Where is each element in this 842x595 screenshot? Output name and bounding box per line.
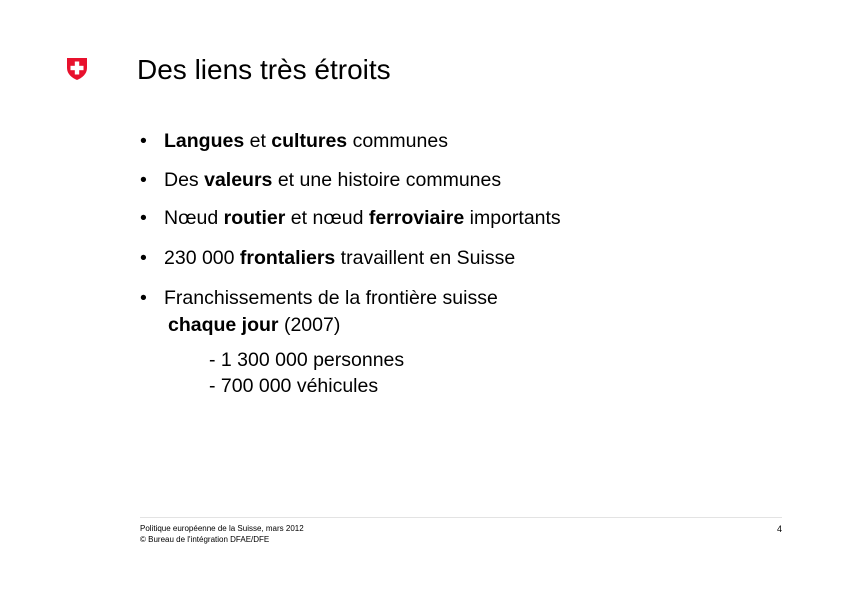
page-title: Des liens très étroits	[137, 54, 391, 85]
footer-line-2: © Bureau de l'intégration DFAE/DFE	[140, 535, 270, 544]
emphasis-text: chaque jour	[168, 314, 279, 336]
bullet-dot: •	[140, 247, 147, 269]
footer-divider	[140, 517, 782, 518]
cross-horizontal	[71, 66, 84, 70]
text-run: Nœud	[164, 207, 224, 229]
bullet-dot: •	[140, 287, 147, 309]
emphasis-text: Langues	[164, 130, 245, 152]
bullet-text	[164, 285, 498, 311]
swiss-cross-icon	[66, 57, 88, 81]
text-run: (2007)	[278, 314, 341, 336]
bullet-text	[164, 167, 501, 193]
text-run: Des	[164, 169, 205, 191]
sub-item-persons: - 1 300 000 personnes	[209, 349, 405, 371]
emphasis-text: valeurs	[204, 169, 273, 191]
bullet-dot: •	[140, 130, 147, 152]
text-run: Franchissements de la frontière suisse	[164, 287, 498, 309]
bullet-dot: •	[140, 169, 147, 191]
emphasis-text: routier	[223, 207, 286, 229]
bullet-dot: •	[140, 207, 147, 229]
bullet-text	[164, 205, 561, 231]
text-run: et une histoire communes	[272, 169, 502, 191]
bullet-text	[164, 128, 448, 154]
text-run: et	[244, 130, 272, 152]
bullet-continuation	[168, 312, 340, 338]
text-run: et nœud	[285, 207, 369, 229]
text-run: communes	[347, 130, 448, 152]
text-run: 230 000	[164, 247, 240, 269]
emphasis-text: ferroviaire	[368, 207, 465, 229]
emphasis-text: cultures	[271, 130, 348, 152]
footer-line-1: Politique européenne de la Suisse, mars 2012	[140, 524, 304, 533]
page-number: 4	[776, 524, 782, 534]
emphasis-text: frontaliers	[239, 247, 336, 269]
text-run: importants	[464, 207, 561, 229]
sub-item-vehicles: - 700 000 véhicules	[209, 375, 379, 397]
bullet-text	[164, 245, 515, 271]
text-run: travaillent en Suisse	[335, 247, 516, 269]
